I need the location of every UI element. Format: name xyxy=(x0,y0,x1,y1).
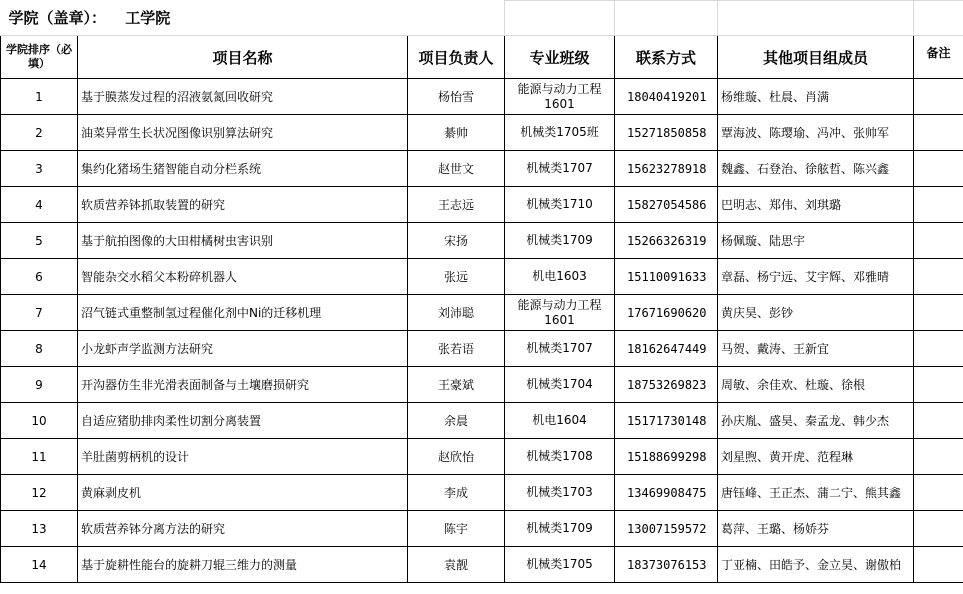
cell-note[interactable] xyxy=(914,403,963,439)
cell-rank[interactable]: 5 xyxy=(1,223,78,259)
cell-rank[interactable]: 12 xyxy=(1,475,78,511)
cell-class[interactable]: 机械类1705 xyxy=(505,547,615,583)
cell-note[interactable] xyxy=(914,511,963,547)
cell-phone[interactable]: 13007159572 xyxy=(615,511,718,547)
cell-rank[interactable]: 3 xyxy=(1,151,78,187)
header-members[interactable]: 其他项目组成员 xyxy=(718,36,914,79)
cell-note[interactable] xyxy=(914,475,963,511)
cell-leader[interactable]: 刘沛聪 xyxy=(408,295,505,331)
cell-leader[interactable]: 王志远 xyxy=(408,187,505,223)
cell-class[interactable]: 机电1603 xyxy=(505,259,615,295)
cell-class[interactable]: 机械类1704 xyxy=(505,367,615,403)
cell-class[interactable]: 能源与动力工程1601 xyxy=(505,295,615,331)
cell-project[interactable]: 智能杂交水稻父本粉碎机器人 xyxy=(78,259,408,295)
cell-project[interactable]: 油菜异常生长状况图像识别算法研究 xyxy=(78,115,408,151)
cell-project[interactable]: 基于航拍图像的大田柑橘树虫害识别 xyxy=(78,223,408,259)
header-rank[interactable]: 学院排序（必填） xyxy=(1,36,78,79)
cell-note[interactable] xyxy=(914,547,963,583)
table-row xyxy=(1,511,963,547)
table-row xyxy=(1,79,963,115)
cell-phone[interactable]: 15171730148 xyxy=(615,403,718,439)
table-row xyxy=(1,547,963,583)
cell-leader[interactable]: 陈宇 xyxy=(408,511,505,547)
cell-class[interactable]: 机械类1709 xyxy=(505,511,615,547)
cell-note[interactable] xyxy=(914,439,963,475)
cell-leader[interactable]: 袁靓 xyxy=(408,547,505,583)
cell-members[interactable]: 葛萍、王璐、杨娇芬 xyxy=(718,511,914,547)
cell-phone[interactable]: 18040419201 xyxy=(615,79,718,115)
cell-phone[interactable]: 15271850858 xyxy=(615,115,718,151)
cell-note[interactable] xyxy=(914,367,963,403)
cell-leader[interactable]: 綦帅 xyxy=(408,115,505,151)
cell-phone[interactable]: 15188699298 xyxy=(615,439,718,475)
title-row xyxy=(1,1,963,36)
cell-project[interactable]: 小龙虾声学监测方法研究 xyxy=(78,331,408,367)
cell-members[interactable]: 巴明志、郑伟、刘琪璐 xyxy=(718,187,914,223)
table-row xyxy=(1,403,963,439)
cell-members[interactable]: 周敏、余佳欢、杜璇、徐根 xyxy=(718,367,914,403)
table-body xyxy=(1,79,963,583)
cell-phone[interactable]: 18373076153 xyxy=(615,547,718,583)
cell-members[interactable]: 刘星煦、黄开虎、范程琳 xyxy=(718,439,914,475)
cell-rank[interactable]: 9 xyxy=(1,367,78,403)
cell-leader[interactable]: 李成 xyxy=(408,475,505,511)
cell-project[interactable]: 自适应猪肋排肉柔性切割分离装置 xyxy=(78,403,408,439)
cell-leader[interactable]: 杨怡雪 xyxy=(408,79,505,115)
empty-cell[interactable] xyxy=(718,1,914,36)
cell-class[interactable]: 机械类1708 xyxy=(505,439,615,475)
cell-members[interactable]: 魏鑫、石登治、徐舷哲、陈兴鑫 xyxy=(718,151,914,187)
cell-note[interactable] xyxy=(914,259,963,295)
cell-leader[interactable]: 赵欣怡 xyxy=(408,439,505,475)
cell-class[interactable]: 机械类1709 xyxy=(505,223,615,259)
cell-phone[interactable]: 15623278918 xyxy=(615,151,718,187)
table-row xyxy=(1,331,963,367)
cell-members[interactable]: 孙庆胤、盛昊、秦孟龙、韩少杰 xyxy=(718,403,914,439)
cell-leader[interactable]: 张若语 xyxy=(408,331,505,367)
table-row xyxy=(1,367,963,403)
cell-members[interactable]: 覃海波、陈璎瑜、冯冲、张帅军 xyxy=(718,115,914,151)
cell-note[interactable] xyxy=(914,151,963,187)
cell-note[interactable] xyxy=(914,331,963,367)
table-row xyxy=(1,187,963,223)
cell-class[interactable]: 机械类1705班 xyxy=(505,115,615,151)
cell-members[interactable]: 杨佩璇、陆思宇 xyxy=(718,223,914,259)
cell-project[interactable]: 沼气链式重整制氢过程催化剂中Ni的迁移机理 xyxy=(78,295,408,331)
header-row xyxy=(1,36,963,79)
empty-cell[interactable] xyxy=(914,1,963,36)
cell-note[interactable] xyxy=(914,295,963,331)
cell-rank[interactable]: 13 xyxy=(1,511,78,547)
cell-rank[interactable]: 11 xyxy=(1,439,78,475)
cell-members[interactable]: 马贺、戴涛、王新宜 xyxy=(718,331,914,367)
cell-project[interactable]: 软质营养钵分离方法的研究 xyxy=(78,511,408,547)
cell-project[interactable]: 基于旋耕性能台的旋耕刀辊三维力的测量 xyxy=(78,547,408,583)
cell-rank[interactable]: 4 xyxy=(1,187,78,223)
cell-phone[interactable]: 13469908475 xyxy=(615,475,718,511)
table-row xyxy=(1,259,963,295)
cell-leader[interactable]: 宋扬 xyxy=(408,223,505,259)
cell-class[interactable]: 能源与动力工程1601 xyxy=(505,79,615,115)
cell-project[interactable]: 羊肚菌剪柄机的设计 xyxy=(78,439,408,475)
cell-leader[interactable]: 王豪斌 xyxy=(408,367,505,403)
empty-cell[interactable] xyxy=(505,1,615,36)
cell-project[interactable]: 集约化猪场生猪智能自动分栏系统 xyxy=(78,151,408,187)
cell-leader[interactable]: 张远 xyxy=(408,259,505,295)
cell-project[interactable]: 软质营养钵抓取装置的研究 xyxy=(78,187,408,223)
cell-members[interactable]: 章磊、杨宁远、艾宇辉、邓雅晴 xyxy=(718,259,914,295)
table-row xyxy=(1,223,963,259)
cell-class[interactable]: 机械类1707 xyxy=(505,331,615,367)
cell-project[interactable]: 黄麻剥皮机 xyxy=(78,475,408,511)
cell-members[interactable]: 丁亚楠、田皓予、金立昊、谢傲柏 xyxy=(718,547,914,583)
table-row xyxy=(1,439,963,475)
cell-rank[interactable]: 14 xyxy=(1,547,78,583)
cell-project[interactable]: 基于膜蒸发过程的沼液氨氮回收研究 xyxy=(78,79,408,115)
cell-rank[interactable]: 10 xyxy=(1,403,78,439)
cell-rank[interactable]: 7 xyxy=(1,295,78,331)
cell-phone[interactable]: 15266326319 xyxy=(615,223,718,259)
header-note[interactable]: 备注 xyxy=(914,36,963,79)
cell-phone[interactable]: 18753269823 xyxy=(615,367,718,403)
college-name: 工学院 xyxy=(125,9,171,28)
cell-class[interactable]: 机械类1703 xyxy=(505,475,615,511)
cell-leader[interactable]: 赵世文 xyxy=(408,151,505,187)
cell-note[interactable] xyxy=(914,115,963,151)
header-project[interactable]: 项目名称 xyxy=(78,36,408,79)
title-label: 学院（盖章）： xyxy=(8,9,107,28)
cell-phone[interactable]: 18162647449 xyxy=(615,331,718,367)
cell-class[interactable]: 机电1604 xyxy=(505,403,615,439)
cell-note[interactable] xyxy=(914,79,963,115)
cell-members[interactable]: 黄庆昊、彭钞 xyxy=(718,295,914,331)
table-row xyxy=(1,115,963,151)
cell-note[interactable] xyxy=(914,187,963,223)
cell-members[interactable]: 杨维璇、杜晨、肖满 xyxy=(718,79,914,115)
cell-members[interactable]: 唐钰峰、王正杰、蒲二宁、熊其鑫 xyxy=(718,475,914,511)
header-class[interactable]: 专业班级 xyxy=(505,36,615,79)
empty-cell[interactable] xyxy=(615,1,718,36)
cell-note[interactable] xyxy=(914,223,963,259)
cell-class[interactable]: 机械类1707 xyxy=(505,151,615,187)
cell-class[interactable]: 机械类1710 xyxy=(505,187,615,223)
table-row xyxy=(1,475,963,511)
table-row xyxy=(1,151,963,187)
cell-rank[interactable]: 1 xyxy=(1,79,78,115)
cell-leader[interactable]: 余晨 xyxy=(408,403,505,439)
cell-phone[interactable]: 15827054586 xyxy=(615,187,718,223)
cell-phone[interactable]: 17671690620 xyxy=(615,295,718,331)
title-cell[interactable] xyxy=(1,1,505,36)
cell-rank[interactable]: 6 xyxy=(1,259,78,295)
cell-rank[interactable]: 8 xyxy=(1,331,78,367)
cell-phone[interactable]: 15110091633 xyxy=(615,259,718,295)
cell-rank[interactable]: 2 xyxy=(1,115,78,151)
table-row xyxy=(1,295,963,331)
header-leader[interactable]: 项目负责人 xyxy=(408,36,505,79)
cell-project[interactable]: 开沟器仿生非光滑表面制备与土壤磨损研究 xyxy=(78,367,408,403)
header-phone[interactable]: 联系方式 xyxy=(615,36,718,79)
